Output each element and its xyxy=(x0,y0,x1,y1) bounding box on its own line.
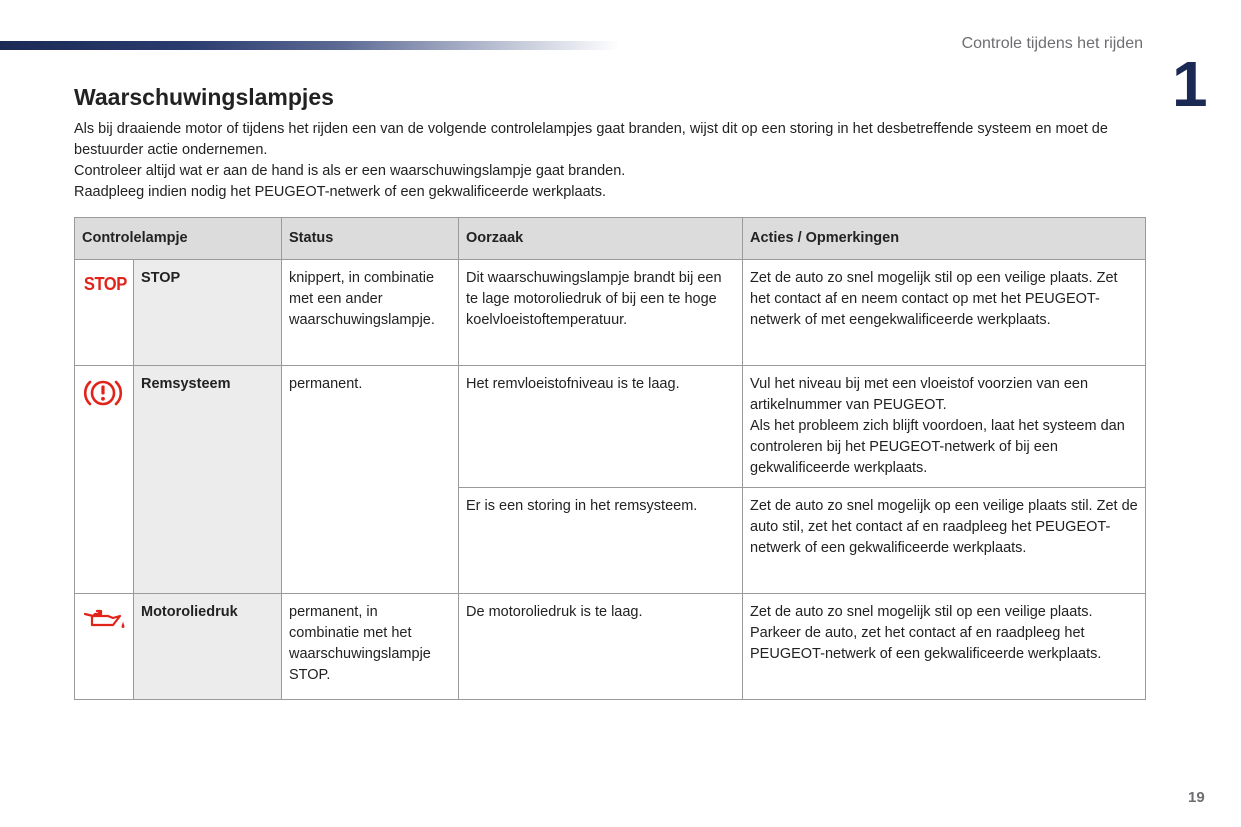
lamp-name: STOP xyxy=(134,260,282,366)
lamp-icon-cell xyxy=(75,366,134,594)
lamp-cause: Het remvloeistofniveau is te laag. xyxy=(459,366,743,488)
table-row xyxy=(75,260,1146,366)
oil-pressure-icon xyxy=(82,606,128,632)
header-gradient-bar xyxy=(0,41,620,50)
lamp-status: permanent. xyxy=(282,366,459,594)
stop-warning-icon: STOP xyxy=(83,274,127,294)
page-number: 19 xyxy=(1188,789,1205,806)
lamp-cause: De motoroliedruk is te laag. xyxy=(459,594,743,700)
lamp-icon-cell xyxy=(75,260,134,366)
table-row xyxy=(75,594,1146,700)
column-header-lamp: Controlelampje xyxy=(75,218,282,260)
lamp-action: Zet de auto zo snel mogelijk op een veilige plaats stil. Zet de auto stil, zet het contact af en raadpleeg het PEUGEOT-netwerk of een gekwalificeerde werkplaats. xyxy=(743,488,1146,594)
lamp-icon-cell xyxy=(75,594,134,700)
intro-paragraph: Raadpleeg indien nodig het PEUGEOT-netwerk of een gekwalificeerde werkplaats. xyxy=(74,184,606,200)
intro-paragraph: Als bij draaiende motor of tijdens het rijden een van de volgende controlelampjes gaat branden, wijst dit op een storing in het desbetreffende systeem en moet de bestuurder actie ondernemen. xyxy=(74,121,1108,158)
chapter-title: Controle tijdens het rijden xyxy=(961,35,1143,52)
lamp-action: Vul het niveau bij met een vloeistof voorzien van een artikelnummer van PEUGEOT. Als het probleem zich blijft voordoen, laat het systeem dan controleren bij het PEUGEOT-netwerk of bij een gekwalificeerde werkplaats. xyxy=(743,366,1146,488)
lamp-name: Remsysteem xyxy=(134,366,282,594)
column-header-cause: Oorzaak xyxy=(459,218,743,260)
warning-lamps-table xyxy=(74,217,1146,700)
brake-warning-icon xyxy=(82,376,124,410)
table-row xyxy=(75,366,1146,488)
lamp-action: Zet de auto zo snel mogelijk stil op een veilige plaats. Parkeer de auto, zet het contact af en raadpleeg het PEUGEOT-netwerk of een gekwalificeerde werkplaats. xyxy=(743,594,1146,700)
lamp-action: Zet de auto zo snel mogelijk stil op een veilige plaats. Zet het contact af en neem contact op met het PEUGEOT-netwerk of met eengekwalificeerde werkplaats. xyxy=(743,260,1146,366)
column-header-status: Status xyxy=(282,218,459,260)
column-header-actions: Acties / Opmerkingen xyxy=(743,218,1146,260)
chapter-number: 1 xyxy=(1172,48,1208,120)
table-header-row xyxy=(75,218,1146,260)
lamp-cause: Dit waarschuwingslampje brandt bij een te lage motoroliedruk of bij een te hoge koelvloeistoftemperatuur. xyxy=(459,260,743,366)
intro-text xyxy=(74,119,1154,203)
lamp-cause: Er is een storing in het remsysteem. xyxy=(459,488,743,594)
page-title: Waarschuwingslampjes xyxy=(74,84,334,110)
lamp-status: knippert, in combinatie met een ander waarschuwingslampje. xyxy=(282,260,459,366)
lamp-name: Motoroliedruk xyxy=(134,594,282,700)
lamp-status: permanent, in combinatie met het waarschuwingslampje STOP. xyxy=(282,594,459,700)
intro-paragraph: Controleer altijd wat er aan de hand is als er een waarschuwingslampje gaat branden. xyxy=(74,163,626,179)
